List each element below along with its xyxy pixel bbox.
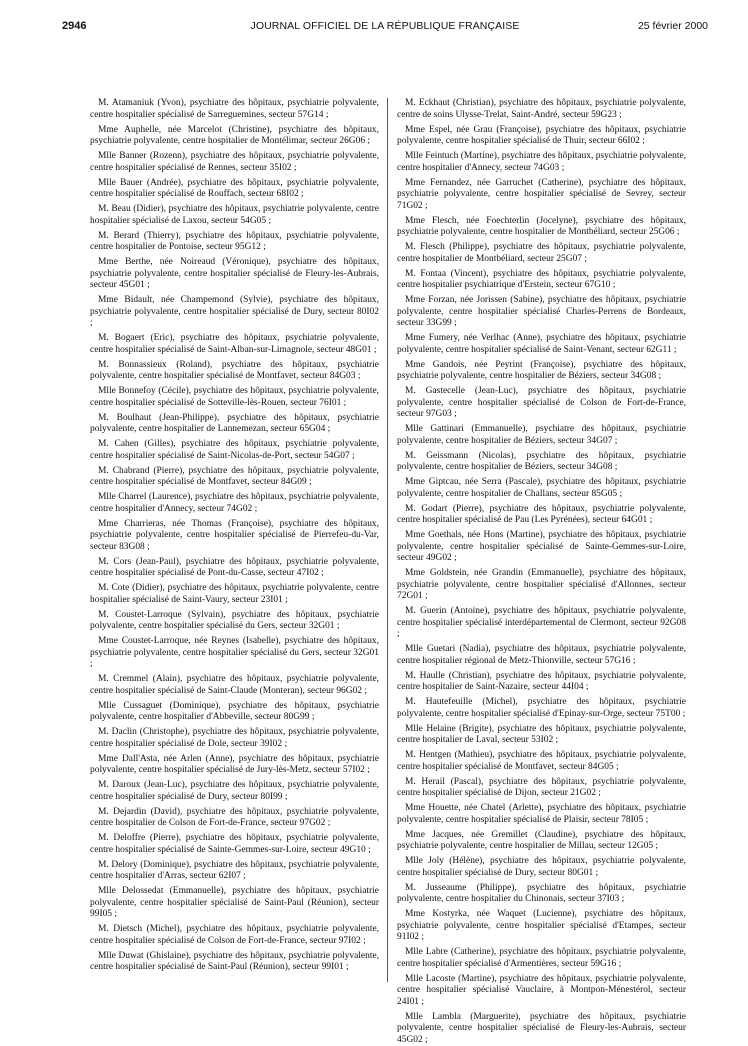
list-item: Mlle Bauer (Andrée), psychiatre des hôpitaux, psychiatrie polyvalente, centre hospitalier spécialisé de Rouffach, secteur 68I02 ; — [90, 178, 379, 201]
list-item: Mme Bidault, née Champemond (Sylvie), psychiatre des hôpitaux, psychiatrie polyvalente, centre hospitalier spécialisé de Dury, secteur 80I02 ; — [90, 295, 379, 330]
list-item: M. Chabrand (Pierre), psychiatre des hôpitaux, psychiatrie polyvalente, centre hospitalier spécialisé de Montfavet, secteur 84G09 ; — [90, 466, 379, 489]
page-number: 2946 — [62, 20, 86, 32]
list-item: M. Haulle (Christian), psychiatre des hôpitaux, psychiatrie polyvalente, centre hospitalier de Saint-Nazaire, secteur 44I04 ; — [397, 671, 686, 694]
right-column — [397, 98, 686, 982]
list-item: M. Cremmel (Alain), psychiatre des hôpitaux, psychiatrie polyvalente, centre hospitalier spécialisé de Saint-Claude (Monteran), secteur 96G02 ; — [90, 674, 379, 697]
list-item: M. Beau (Didier), psychiatre des hôpitaux, psychiatrie polyvalente, centre hospitalier spécialisé de Laxou, secteur 54G05 ; — [90, 204, 379, 227]
list-item: M. Dejardin (David), psychiatre des hôpitaux, psychiatrie polyvalente, centre hospitalier de Colson de Fort-de-France, secteur 97G02 ; — [90, 807, 379, 830]
list-item: Mlle Duwat (Ghislaine), psychiatre des hôpitaux, psychiatrie polyvalente, centre hospitalier spécialisé de Saint-Paul (Réunion), secteur 99I01 ; — [90, 951, 379, 974]
list-item: Mlle Bonnefoy (Cécile), psychiatre des hôpitaux, psychiatrie polyvalente, centre hospitalier spécialisé de Sotteville-lès-Rouen, secteur 76I01 ; — [90, 386, 379, 409]
list-item: M. Fontaa (Vincent), psychiatre des hôpitaux, psychiatrie polyvalente, centre hospitalier psychiatrique d'Erstein, secteur 67G10 ; — [397, 269, 686, 292]
list-item: Mme Jacques, née Gremillet (Claudine), psychiatre des hôpitaux, psychiatrie polyvalente, centre hospitalier de Millau, secteur 12G05 ; — [397, 830, 686, 853]
list-item: M. Geissmann (Nicolas), psychiatre des hôpitaux, psychiatrie polyvalente, centre hospitalier de Béziers, secteur 34G08 ; — [397, 451, 686, 474]
list-item: Mlle Cussaguet (Dominique), psychiatre des hôpitaux, psychiatrie polyvalente, centre hospitalier d'Abbeville, secteur 80G99 ; — [90, 701, 379, 724]
list-item: M. Cote (Didier), psychiatre des hôpitaux, psychiatrie polyvalente, centre hospitalier spécialisé de Saint-Vaury, secteur 23I01 ; — [90, 583, 379, 606]
list-item: Mme Dall'Asta, née Arlen (Anne), psychiatre des hôpitaux, psychiatrie polyvalente, centre hospitalier spécialisé de Jury-lès-Metz, secteur 57I02 ; — [90, 754, 379, 777]
list-item: Mlle Labre (Catherine), psychiatre des hôpitaux, psychiatrie polyvalente, centre hospitalier spécialisé d'Armentières, secteur 59G16 ; — [397, 947, 686, 970]
list-item: M. Hentgen (Mathieu), psychiatre des hôpitaux, psychiatrie polyvalente, centre hospitalier spécialisé de Montfavet, secteur 84G05 ; — [397, 750, 686, 773]
list-item: M. Boulhaut (Jean-Philippe), psychiatre des hôpitaux, psychiatrie polyvalente, centre hospitalier de Lannemezan, secteur 65G04 ; — [90, 413, 379, 436]
list-item: Mme Forzan, née Jorissen (Sabine), psychiatre des hôpitaux, psychiatrie polyvalente, centre hospitalier spécialisé Charles-Perrens de Bordeaux, secteur 33G99 ; — [397, 295, 686, 330]
list-item: M. Hautefeuille (Michel), psychiatre des hôpitaux, psychiatrie polyvalente, centre hospitalier spécialisé d'Epinay-sur-Orge, secteur 75T00 ; — [397, 697, 686, 720]
list-item: M. Coustet-Larroque (Sylvain), psychiatre des hôpitaux, psychiatrie polyvalente, centre hospitalier spécialisé du Gers, secteur 32G01 ; — [90, 610, 379, 633]
list-item: Mme Goethals, née Hons (Martine), psychiatre des hôpitaux, psychiatrie polyvalente, centre hospitalier spécialisé de Sainte-Gemmes-sur-Loire, secteur 49G02 ; — [397, 530, 686, 565]
list-item: M. Herail (Pascal), psychiatre des hôpitaux, psychiatrie polyvalente, centre hospitalier spécialisé de Dijon, secteur 21G02 ; — [397, 777, 686, 800]
list-item: Mlle Feintuch (Martine), psychiatre des hôpitaux, psychiatrie polyvalente, centre hospitalier d'Annecy, secteur 74G03 ; — [397, 151, 686, 174]
publication-date: 25 février 2000 — [638, 20, 708, 32]
left-column — [90, 98, 379, 982]
list-item: Mme Kostyrka, née Waquet (Lucienne), psychiatre des hôpitaux, psychiatrie polyvalente, centre hospitalier spécialisé d'Etampes, secteur 91I02 ; — [397, 909, 686, 944]
list-item: M. Eckhaut (Christian), psychiatre des hôpitaux, psychiatrie polyvalente, centre de soins Ulysse-Trelat, Saint-André, secteur 59G23 ; — [397, 98, 686, 121]
list-item: Mlle Joly (Hélène), psychiatre des hôpitaux, psychiatrie polyvalente, centre hospitalier spécialisé de Dury, secteur 80G01 ; — [397, 856, 686, 879]
page-header — [62, 20, 708, 36]
list-item: M. Flesch (Philippe), psychiatre des hôpitaux, psychiatrie polyvalente, centre hospitalier de Montbéliard, secteur 25G07 ; — [397, 242, 686, 265]
list-item: Mlle Helaine (Brigite), psychiatre des hôpitaux, psychiatrie polyvalente, centre hospitalier de Laval, secteur 53I02 ; — [397, 724, 686, 747]
list-item: Mme Gandois, née Peyrint (Françoise), psychiatre des hôpitaux, psychiatrie polyvalente, centre hospitalier de Béziers, secteur 34G08 ; — [397, 360, 686, 383]
list-item: Mlle Banner (Rozenn), psychiatre des hôpitaux, psychiatrie polyvalente, centre hospitalier spécialisé de Rennes, secteur 35I02 ; — [90, 151, 379, 174]
list-item: Mme Fernandez, née Garruchet (Catherine), psychiatre des hôpitaux, psychiatrie polyvalente, centre hospitalier spécialisé de Sevrey, secteur 71G02 ; — [397, 178, 686, 213]
list-item: Mlle Guetari (Nadia), psychiatre des hôpitaux, psychiatrie polyvalente, centre hospitalier régional de Metz-Thionville, secteur 57G16 ; — [397, 644, 686, 667]
list-item: Mme Auphelle, née Marcelot (Christine), psychiatre des hôpitaux, psychiatrie polyvalente, centre hospitalier de Montélimar, secteur 26G06 ; — [90, 125, 379, 148]
list-item: Mme Goldstein, née Grandin (Emmanuelle), psychiatre des hôpitaux, psychiatrie polyvalente, centre hospitalier spécialisé d'Allonnes, secteur 72G01 ; — [397, 568, 686, 603]
list-item: M. Jusseaume (Philippe), psychiatre des hôpitaux, psychiatrie polyvalente, centre hospitalier du Chinonais, secteur 37I03 ; — [397, 883, 686, 906]
list-item: M. Gastecelle (Jean-Luc), psychiatre des hôpitaux, psychiatrie polyvalente, centre hospitalier spécialisé de Colson de Fort-de-France, secteur 97G03 ; — [397, 386, 686, 421]
column-divider — [387, 98, 388, 982]
list-item: M. Daclin (Christophe), psychiatre des hôpitaux, psychiatrie polyvalente, centre hospitalier spécialisé de Dole, secteur 39I02 ; — [90, 727, 379, 750]
list-item: M. Cors (Jean-Paul), psychiatre des hôpitaux, psychiatrie polyvalente, centre hospitalier spécialisé de Pont-du-Casse, secteur 47I02 ; — [90, 557, 379, 580]
list-item: Mlle Lambla (Marguerite), psychiatre des hôpitaux, psychiatrie polyvalente, centre hospitalier spécialisé de Fleury-les-Aubrais, secteur 45G02 ; — [397, 1012, 686, 1046]
list-item: M. Daroux (Jean-Luc), psychiatre des hôpitaux, psychiatrie polyvalente, centre hospitalier spécialisé de Dury, secteur 80I99 ; — [90, 780, 379, 803]
list-item: Mme Houette, née Chatel (Arlette), psychiatre des hôpitaux, psychiatrie polyvalente, centre hospitalier spécialisé de Plaisir, secteur 78I05 ; — [397, 803, 686, 826]
list-item: M. Atamaniuk (Yvon), psychiatre des hôpitaux, psychiatrie polyvalente, centre hospitalier spécialisé de Sarreguemines, secteur 57G14 ; — [90, 98, 379, 121]
list-item: M. Deloffre (Pierre), psychiatre des hôpitaux, psychiatrie polyvalente, centre hospitalier spécialisé de Sainte-Gemmes-sur-Loire, secteur 49G10 ; — [90, 833, 379, 856]
list-item: Mlle Lacoste (Martine), psychiatre des hôpitaux, psychiatrie polyvalente, centre hospitalier spécialisé Vauclaire, à Montpon-Ménestérol, secteur 24I01 ; — [397, 974, 686, 1009]
list-item: M. Godart (Pierre), psychiatre des hôpitaux, psychiatrie polyvalente, centre hospitalier spécialisé de Pau (Les Pyrénées), secteur 64G01 ; — [397, 504, 686, 527]
list-item: M. Cahen (Gilles), psychiatre des hôpitaux, psychiatrie polyvalente, centre hospitalier spécialisé de Saint-Nicolas-de-Port, secteur 54G07 ; — [90, 439, 379, 462]
list-item: M. Bonnassieux (Roland), psychiatre des hôpitaux, psychiatrie polyvalente, centre hospitalier spécialisé de Montfavet, secteur 84G03 ; — [90, 360, 379, 383]
list-item: Mlle Gattinari (Emmanuelle), psychiatre des hôpitaux, psychiatrie polyvalente, centre hospitalier de Béziers, secteur 34G07 ; — [397, 424, 686, 447]
list-item: M. Bogaert (Eric), psychiatre des hôpitaux, psychiatrie polyvalente, centre hospitalier spécialisé de Saint-Alban-sur-Limagnole, secteur 48G01 ; — [90, 333, 379, 356]
list-item: Mlle Delossedat (Emmanuelle), psychiatre des hôpitaux, psychiatrie polyvalente, centre hospitalier spécialisé de Saint-Paul (Réunion), secteur 99I05 ; — [90, 886, 379, 921]
list-item: Mlle Charrel (Laurence), psychiatre des hôpitaux, psychiatrie polyvalente, centre hospitalier d'Annecy, secteur 74G02 ; — [90, 492, 379, 515]
list-item: M. Guerin (Antoine), psychiatre des hôpitaux, psychiatrie polyvalente, centre hospitalier spécialisé interdépartemental de Clermont, secteur 92G08 ; — [397, 606, 686, 641]
list-item: Mme Coustet-Larroque, née Reynes (Isabelle), psychiatre des hôpitaux, psychiatrie polyvalente, centre hospitalier spécialisé du Gers, secteur 32G01 ; — [90, 636, 379, 671]
list-item: Mme Berthe, née Noireaud (Véronique), psychiatre des hôpitaux, psychiatrie polyvalente, centre hospitalier spécialisé de Fleury-les-Aubrais, secteur 45G01 ; — [90, 257, 379, 292]
list-item: Mme Charrieras, née Thomas (Françoise), psychiatre des hôpitaux, psychiatrie polyvalente, centre hospitalier spécialisé de Pierrefeu-du-Var, secteur 83G08 ; — [90, 519, 379, 554]
journal-title: JOURNAL OFFICIEL DE LA RÉPUBLIQUE FRANÇAISE — [62, 20, 708, 32]
list-item: M. Dietsch (Michel), psychiatre des hôpitaux, psychiatrie polyvalente, centre hospitalier spécialisé de Colson de Fort-de-France, secteur 97I02 ; — [90, 924, 379, 947]
list-item: Mme Espel, née Grau (Françoise), psychiatre des hôpitaux, psychiatrie polyvalente, centre hospitalier spécialisé de Thuir, secteur 66I02 ; — [397, 125, 686, 148]
list-item: Mme Flesch, née Foechterlin (Jocelyne), psychiatre des hôpitaux, psychiatrie polyvalente, centre hospitalier de Montbéliard, secteur 25G06 ; — [397, 216, 686, 239]
list-item: M. Berard (Thierry), psychiatre des hôpitaux, psychiatrie polyvalente, centre hospitalier de Pontoise, secteur 95G12 ; — [90, 231, 379, 254]
list-item: M. Delory (Dominique), psychiatre des hôpitaux, psychiatrie polyvalente, centre hospitalier d'Arras, secteur 62I07 ; — [90, 860, 379, 883]
list-item: Mme Fumery, née Verlhac (Anne), psychiatre des hôpitaux, psychiatrie polyvalente, centre hospitalier spécialisé de Saint-Venant, secteur 62G11 ; — [397, 333, 686, 356]
list-item: Mme Giptcau, née Serra (Pascale), psychiatre des hôpitaux, psychiatrie polyvalente, centre hospitalier de Challans, secteur 85G05 ; — [397, 477, 686, 500]
